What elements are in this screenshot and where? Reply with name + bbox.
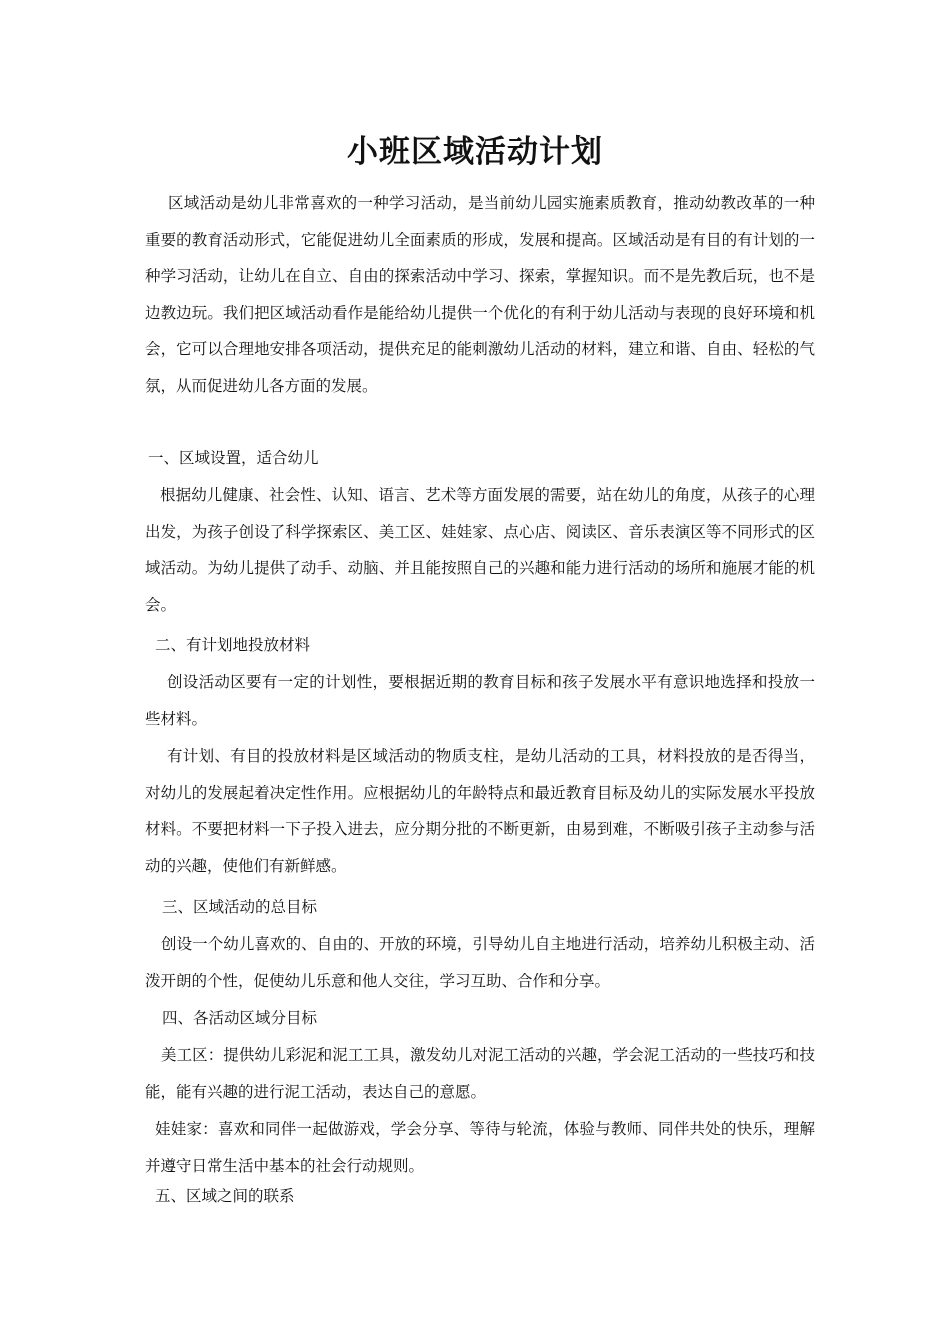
section-heading-4: 四、各活动区域分目标: [162, 1009, 318, 1027]
section-3-paragraph-1: 创设一个幼儿喜欢的、自由的、开放的环境，引导幼儿自主地进行活动，培养幼儿积极主动、活泼开朗的个性，促使幼儿乐意和他人交往，学习互助、合作和分享。: [145, 935, 815, 990]
section-2-paragraph-1: 创设活动区要有一定的计划性，要根据近期的教育目标和孩子发展水平有意识地选择和投放一些材料。: [145, 673, 815, 728]
section-2-paragraph-2: 有计划、有目的投放材料是区域活动的物质支柱，是幼儿活动的工具，材料投放的是否得当，对幼儿的发展起着决定性作用。应根据幼儿的年龄特点和最近教育目标及幼儿的实际发展水平投放材料。不要把材料一下子投入进去，应分期分批的不断更新，由易到难，不断吸引孩子主动参与活动的兴趣，使他们有新鲜感。: [145, 747, 815, 875]
section-heading-2: 二、有计划地投放材料: [155, 636, 311, 654]
intro-paragraph: 区域活动是幼儿非常喜欢的一种学习活动，是当前幼儿园实施素质教育，推动幼教改革的一种重要的教育活动形式，它能促进幼儿全面素质的形成，发展和提高。区域活动是有目的有计划的一种学习活动，让幼儿在自立、自由的探索活动中学习、探索，掌握知识。而不是先教后玩，也不是边教边玩。我们把区域活动看作是能给幼儿提供一个优化的有利于幼儿活动与表现的良好环境和机会，它可以合理地安排各项活动，提供充足的能刺激幼儿活动的材料，建立和谐、自由、轻松的气氛，从而促进幼儿各方面的发展。: [145, 194, 815, 395]
section-4-paragraph-1: 美工区：提供幼儿彩泥和泥工工具，激发幼儿对泥工活动的兴趣，学会泥工活动的一些技巧和技能，能有兴趣的进行泥工活动，表达自己的意愿。: [145, 1046, 815, 1101]
section-heading-3: 三、区域活动的总目标: [162, 898, 318, 916]
section-heading-1: 一、区域设置，适合幼儿: [148, 449, 319, 467]
section-4-paragraph-2: 娃娃家：喜欢和同伴一起做游戏，学会分享、等待与轮流，体验与教师、同伴共处的快乐，理解并遵守日常生活中基本的社会行动规则。: [145, 1120, 815, 1175]
section-1-paragraph-1: 根据幼儿健康、社会性、认知、语言、艺术等方面发展的需要，站在幼儿的角度，从孩子的心理出发，为孩子创设了科学探索区、美工区、娃娃家、点心店、阅读区、音乐表演区等不同形式的区域活动。为幼儿提供了动手、动脑、并且能按照自己的兴趣和能力进行活动的场所和施展才能的机会。: [145, 486, 815, 614]
section-heading-5: 五、区域之间的联系: [155, 1187, 295, 1205]
document-title: 小班区域活动计划: [347, 134, 603, 170]
